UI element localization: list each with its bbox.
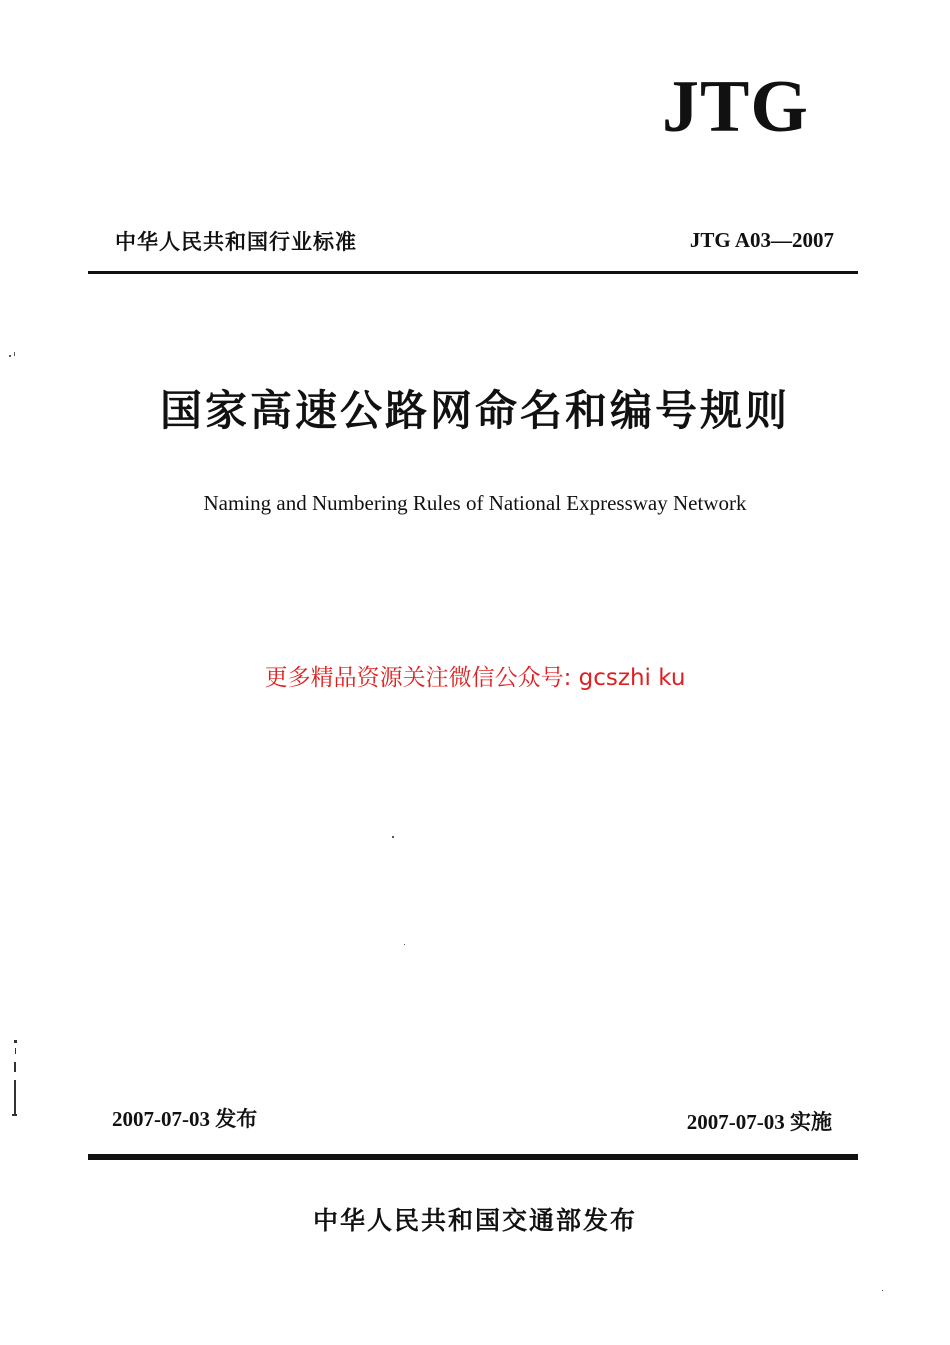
scan-speck <box>404 944 405 945</box>
standard-category: 中华人民共和国行业标准 <box>115 230 357 254</box>
jtg-logo: JTG <box>662 66 809 148</box>
standard-code: JTG A03—2007 <box>689 228 834 252</box>
bottom-divider <box>88 1154 858 1160</box>
scan-speck <box>882 1290 883 1291</box>
binding-marks <box>10 1040 24 1120</box>
scan-speck <box>14 352 15 356</box>
scan-speck <box>392 836 394 838</box>
issue-date: 2007-07-03 发布 <box>112 1107 258 1131</box>
title-english: Naming and Numbering Rules of National Expressway Network <box>203 491 747 515</box>
title-chinese: 国家高速公路网命名和编号规则 <box>159 386 790 435</box>
publisher: 中华人民共和国交通部发布 <box>312 1206 637 1235</box>
top-divider <box>88 271 858 274</box>
effective-date: 2007-07-03 实施 <box>686 1110 832 1134</box>
scan-speck <box>9 355 11 357</box>
promo-watermark-text: 更多精品资源关注微信公众号: gcszhi ku <box>264 665 686 691</box>
